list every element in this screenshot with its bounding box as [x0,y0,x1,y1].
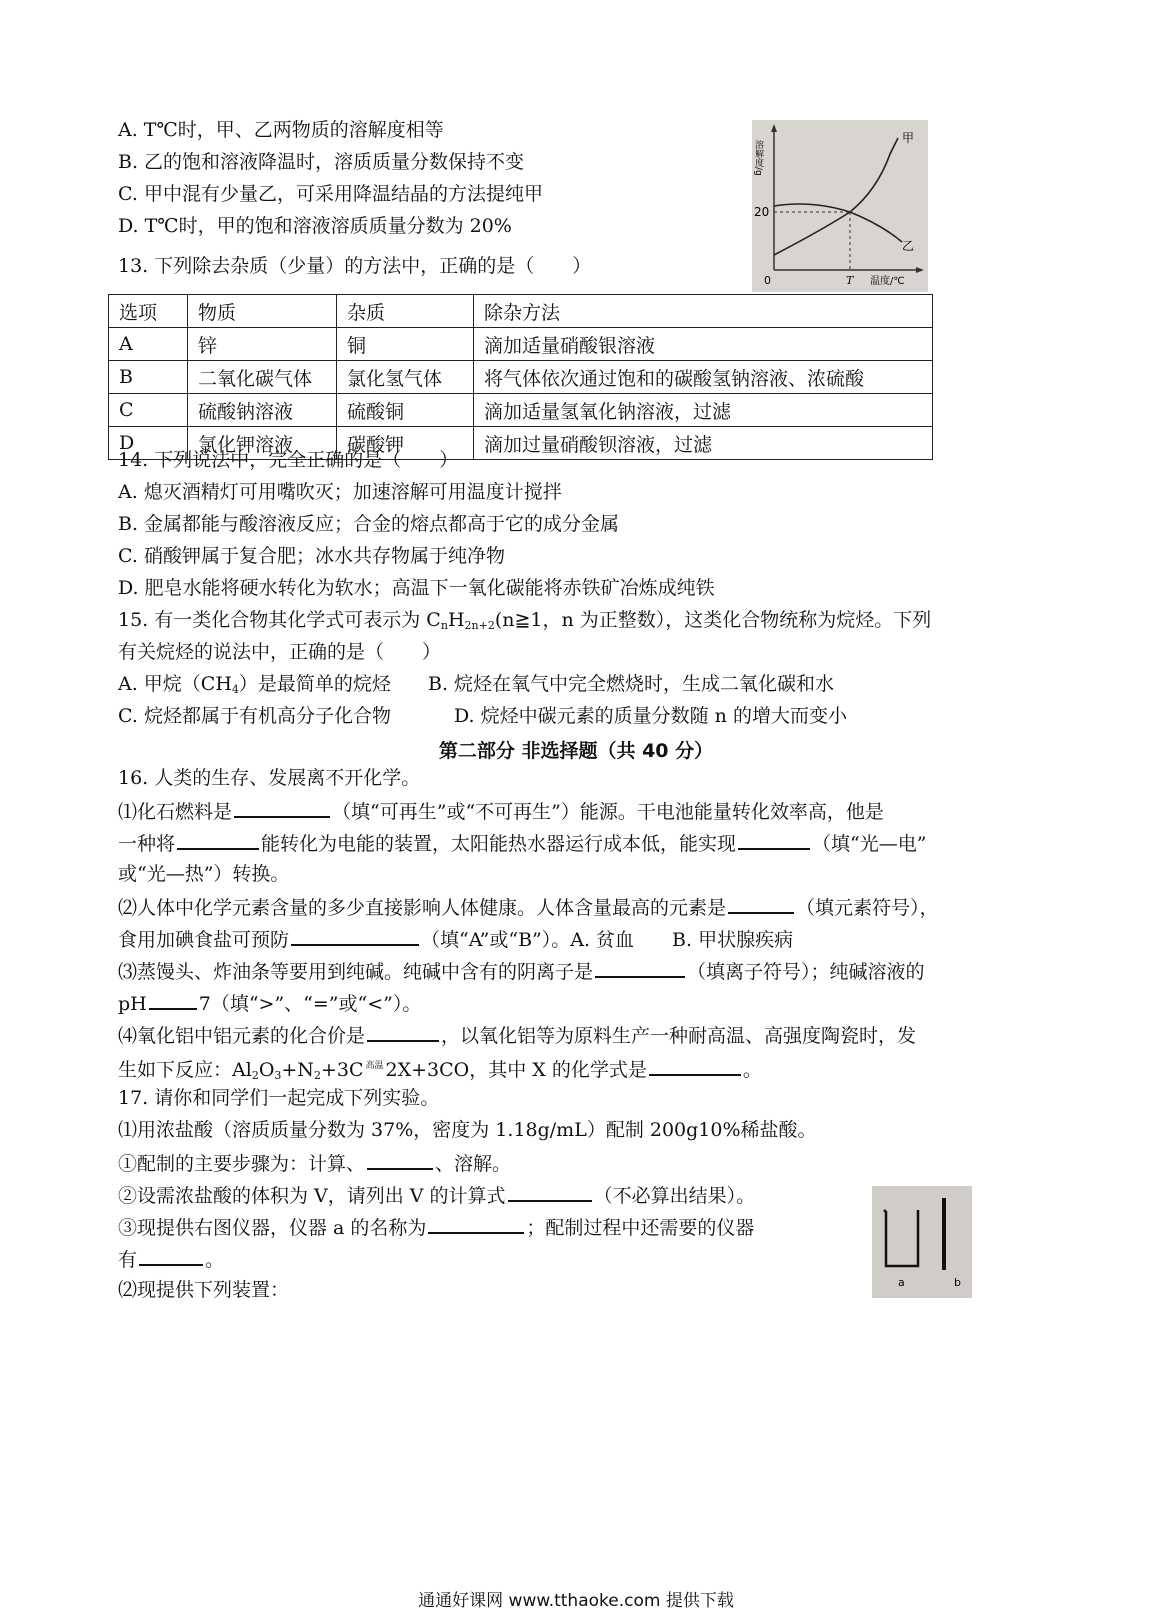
table-cell: 二氧化碳气体 [188,361,337,394]
q17-text: 有 [118,1249,138,1271]
q14-option-d: D. 肥皂水能将硬水转化为软水；高温下一氧化碳能将赤铁矿冶炼成纯铁 [118,577,715,599]
table-header-row [109,295,933,328]
x-tick-t: T [846,274,854,287]
q16-text: ⑴化石燃料是 [118,801,233,823]
solubility-chart [752,120,928,292]
table-cell: 铜 [337,328,474,361]
curve-yi [774,204,902,242]
curve-yi-label: 乙 [902,239,915,253]
q16-text: 生如下反应：Al [118,1059,252,1081]
table-cell: 将气体依次通过饱和的碳酸氢钠溶液、浓硫酸 [474,361,933,394]
answer-blank[interactable] [508,1182,592,1202]
q17-text: ②设需浓盐酸的体积为 V，请列出 V 的计算式 [118,1185,506,1207]
q16-text: +3C [320,1059,364,1081]
q16-text: （填“可再生”或“不可再生”）能源。干电池能量转化效率高，他是 [332,801,884,823]
q16-p4-line1 [118,1022,916,1048]
q16-p1-line3: 或“光—热”）转换。 [118,863,290,885]
q16-text: ⑷氧化铝中铝元素的化合价是 [118,1025,366,1047]
table-cell: D [109,427,188,460]
instrument-b-label: b [954,1276,961,1289]
q17-text: （不必算出结果）。 [593,1185,756,1207]
q13-stem: 13. 下列除去杂质（少量）的方法中，正确的是（ ） [118,255,592,277]
q17-text: ①配制的主要步骤为：计算、 [118,1153,366,1175]
q12-option-b: B. 乙的饱和溶液降温时，溶质质量分数保持不变 [118,151,525,173]
q16-p2-line2 [118,926,793,952]
q14-stem: 14. 下列说法中，完全正确的是（ ） [118,449,459,471]
subscript: 2n+2 [464,619,495,632]
q16-text: （填元素符号）， [796,897,939,919]
curve-jia-label: 甲 [902,131,915,145]
table-cell: B [109,361,188,394]
q12-option-d: D. T℃时，甲的饱和溶液溶质质量分数为 20% [118,215,512,237]
q16-text: （填“光—电” [812,833,927,855]
q15-option-a-text: A. 甲烷（CH [118,673,232,695]
answer-blank[interactable] [428,1214,524,1234]
subscript: 2 [251,1069,259,1082]
q15-option-d: D. 烷烃中碳元素的质量分数随 n 的增大而变小 [454,705,847,727]
curve-jia [774,138,898,255]
table-cell: 氯化氢气体 [337,361,474,394]
q16-text: 食用加碘食盐可预防 [118,929,290,951]
section-title: 第二部分 非选择题（共 40 分） [438,740,714,762]
q17-p2: ⑵现提供下列装置： [118,1279,290,1301]
q12-option-a: A. T℃时，甲、乙两物质的溶解度相等 [118,119,444,141]
y-tick-20: 20 [754,205,770,219]
q15-stem-text: (n≧1，n 为正整数），这类化合物统称为烷烃。下列 [494,609,932,631]
q16-p1-line1 [118,798,884,824]
answer-blank[interactable] [177,830,259,850]
q16-text: （填“A”或“B”）。A. 贫血 B. 甲状腺疾病 [421,929,794,951]
answer-blank[interactable] [738,830,810,850]
table-cell: 锌 [188,328,337,361]
q16-text: 能转化为电能的装置，太阳能热水器运行成本低，能实现 [261,833,737,855]
subscript: 3 [274,1069,282,1082]
table-row [109,328,933,361]
q16-text: ⑶蒸馒头、炸油条等要用到纯碱。纯碱中含有的阴离子是 [118,961,594,983]
table-cell: 硫酸钠溶液 [188,394,337,427]
instrument-figure [872,1186,972,1298]
answer-blank[interactable] [291,926,419,946]
table-cell: A [109,328,188,361]
subscript: n [440,619,448,632]
q16-text: pH [118,993,147,1015]
origin-label: 0 [764,274,771,287]
q16-stem: 16. 人类的生存、发展离不开化学。 [118,767,421,789]
q15-stem-text: 15. 有一类化合物其化学式可表示为 C [118,609,441,631]
x-axis-label: 温度/℃ [870,276,905,287]
answer-blank[interactable] [595,958,685,978]
table-cell: 硫酸铜 [337,394,474,427]
q16-text: ，以氧化铝等为原料生产一种耐高温、高强度陶瓷时，发 [441,1025,917,1047]
q15-h: H [447,609,465,631]
q16-p3-line1 [118,958,925,984]
q15-option-a-text: ）是最简单的烷烃 [238,673,391,695]
y-axis-arrow [771,124,777,132]
q15-stem-line1 [118,608,931,632]
q17-step1 [118,1150,511,1176]
q14-option-c: C. 硝酸钾属于复合肥；冰水共存物属于纯净物 [118,545,505,567]
answer-blank[interactable] [139,1246,203,1266]
q17-step3-cont [118,1246,224,1272]
q14-option-b: B. 金属都能与酸溶液反应；合金的熔点都高于它的成分金属 [118,513,620,535]
q16-p3-line2 [118,990,421,1016]
instrument-a-label: a [898,1276,905,1289]
q17-text: 。 [205,1249,225,1271]
reaction-condition: 高温 [365,1061,384,1071]
q12-option-c: C. 甲中混有少量乙，可采用降温结晶的方法提纯甲 [118,183,543,205]
q16-text: 一种将 [118,833,176,855]
q15-stem-line2: 有关烷烃的说法中，正确的是（ ） [118,641,442,663]
answer-blank[interactable] [234,798,330,818]
table-row [109,361,933,394]
table-header-cell: 杂质 [337,295,474,328]
q16-text: +N [281,1059,314,1081]
page-footer: 通通好课网 www.tthaoke.com 提供下载 [418,1591,734,1611]
q16-p1-line2 [118,830,926,856]
table-header-cell: 选项 [109,295,188,328]
q16-text: 。 [742,1059,762,1081]
q17-p1: ⑴用浓盐酸（溶质质量分数为 37%，密度为 1.18g/mL）配制 200g10%稀盐酸。 [118,1119,817,1141]
q16-text: 2X+3CO，其中 X 的化学式是 [385,1059,647,1081]
table-cell: 滴加适量硝酸银溶液 [474,328,933,361]
q15-option-c: C. 烷烃都属于有机高分子化合物 [118,705,391,727]
answer-blank[interactable] [367,1022,439,1042]
table-cell: 滴加适量氢氧化钠溶液，过滤 [474,394,933,427]
q14-option-a: A. 熄灭酒精灯可用嘴吹灭；加速溶解可用温度计搅拌 [118,481,562,503]
q17-step2 [118,1182,755,1208]
q15-option-b: B. 烷烃在氧气中完全燃烧时，生成二氧化碳和水 [428,673,835,695]
q15-option-a [118,672,391,696]
table-cell: C [109,394,188,427]
answer-blank[interactable] [649,1056,741,1076]
q16-text: O [258,1059,275,1081]
answer-blank[interactable] [149,990,197,1010]
solubility-chart-svg [752,120,928,292]
q17-step3 [118,1214,754,1240]
table-header-cell: 除杂方法 [474,295,933,328]
q16-text: 7（填“>”、“=”或“<”）。 [198,993,422,1015]
x-axis-arrow [916,267,924,273]
q13-table [108,294,933,460]
subscript: 4 [231,683,239,696]
answer-blank[interactable] [728,894,794,914]
table-cell: 氯化钾溶液 [188,427,337,460]
q17-text: ；配制过程中还需要的仪器 [526,1217,755,1239]
y-axis-label: 溶解度/g [753,140,763,176]
table-header-cell: 物质 [188,295,337,328]
q17-text: 、溶解。 [435,1153,512,1175]
table-cell: 滴加过量硝酸钡溶液，过滤 [474,427,933,460]
q16-p4-line2 [118,1054,762,1082]
subscript: 2 [313,1069,321,1082]
beaker-icon [884,1210,918,1266]
q16-p2-line1 [118,894,939,920]
q16-text: （填离子符号）；纯碱溶液的 [687,961,925,983]
q17-text: ③现提供右图仪器，仪器 a 的名称为 [118,1217,427,1239]
answer-blank[interactable] [367,1150,433,1170]
table-cell: 碳酸钾 [337,427,474,460]
table-row [109,394,933,427]
q17-stem: 17. 请你和同学们一起完成下列实验。 [118,1087,440,1109]
instrument-svg [872,1186,972,1298]
q16-text: ⑵人体中化学元素含量的多少直接影响人体健康。人体含量最高的元素是 [118,897,727,919]
